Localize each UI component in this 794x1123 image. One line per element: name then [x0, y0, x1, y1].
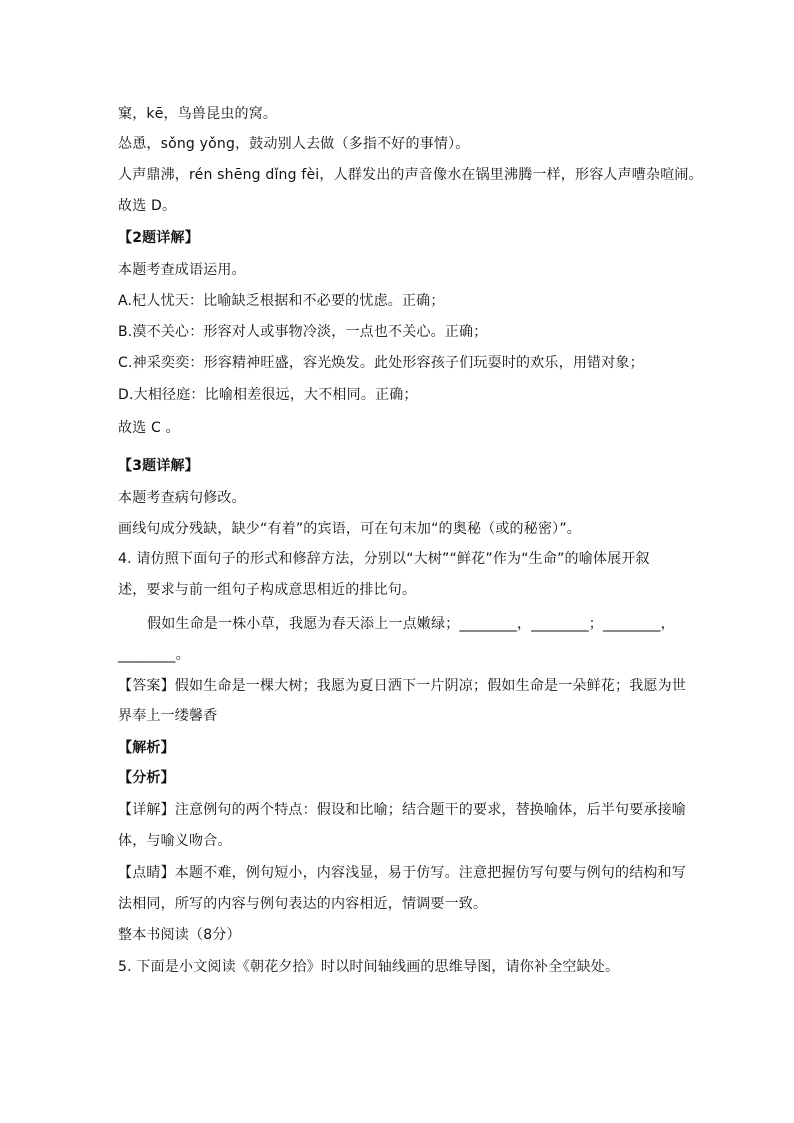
analysis-heading: 【分析】 [118, 770, 175, 786]
text-line: 故选 D。 [118, 198, 177, 214]
answer-line: 界奉上一缕馨香 [118, 708, 218, 724]
section-heading: 【3题详解】 [118, 458, 199, 474]
question-4-line: 4. 请仿照下面句子的形式和修辞方法，分别以“大树”“鲜花”作为“生命”的喻体展开叙 [118, 551, 650, 567]
option-c: C.神采奕奕：形容精神旺盛，容光焕发。此处形容孩子们玩耍时的欢乐，用错对象； [118, 355, 644, 371]
comment-line: 【点睛】本题不难，例句短小，内容浅显，易于仿写。注意把握仿写句要与例句的结构和写 [118, 865, 686, 881]
answer-line: 【答案】假如生命是一棵大树；我愿为夏日洒下一片阴凉；假如生命是一朵鲜花；我愿为世 [118, 678, 686, 694]
text-line: 本题考查病句修改。 [118, 490, 246, 506]
detail-line: 【详解】注意例句的两个特点：假设和比喻；结合题干的要求，替换喻体，后半句要承接喻 [118, 802, 686, 818]
option-d: D.大相径庭：比喻相差很远，大不相同。正确； [118, 387, 418, 403]
example-sentence: ________。 [118, 647, 190, 663]
text-line: 画线句成分残缺，缺少“有着”的宾语，可在句末加“的奥秘（或的秘密）”。 [118, 521, 582, 537]
comment-line: 法相同，所写的内容与例句表达的内容相近，情调要一致。 [118, 896, 488, 912]
option-b: B.漠不关心：形容对人或事物冷淡，一点也不关心。正确； [118, 324, 488, 340]
section-heading: 【2题详解】 [118, 230, 199, 246]
question-5-line: 5. 下面是小文阅读《朝花夕拾》时以时间轴线画的思维导图，请你补全空缺处。 [118, 959, 620, 975]
text-line: 窠，kē，鸟兽昆虫的窝。 [118, 106, 278, 122]
question-4-line: 述，要求与前一组句子构成意思相近的排比句。 [118, 582, 417, 598]
text-line: 怂恿，sǒng yǒng，鼓动别人去做（多指不好的事情）。 [118, 136, 470, 152]
section-title: 整本书阅读（8分） [118, 927, 241, 943]
text-line: 人声鼎沸，rén shēng dǐng fèi，人群发出的声音像水在锅里沸腾一样，形容人声嘈杂喧闹。 [118, 167, 703, 183]
option-a: A.杞人忧天：比喻缺乏根据和不必要的忧虑。正确； [118, 293, 445, 309]
text-line: 本题考查成语运用。 [118, 262, 246, 278]
text-line: 故选 C 。 [118, 420, 180, 436]
analysis-heading: 【解析】 [118, 740, 175, 756]
example-sentence: 假如生命是一株小草，我愿为春天添上一点嫩绿；________，________；________， [147, 616, 675, 632]
detail-line: 体，与喻义吻合。 [118, 833, 232, 849]
